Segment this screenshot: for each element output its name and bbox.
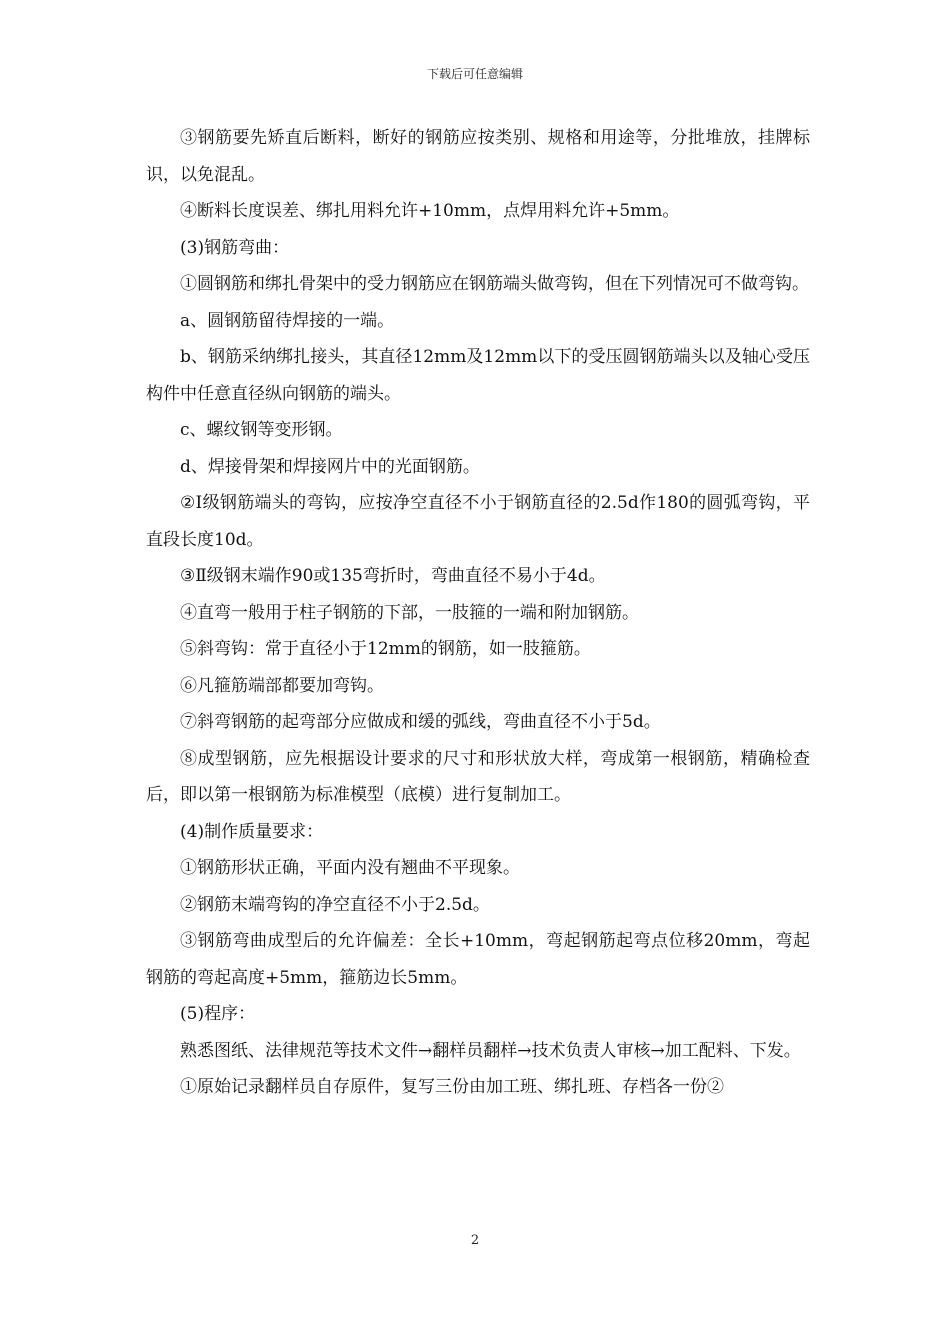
paragraph: ③钢筋要先矫直后断料，断好的钢筋应按类别、规格和用途等，分批堆放，挂牌标识，以免混乱。 [146,128,810,185]
paragraph: b、钢筋采纳绑扎接头，其直径12mm及12mm以下的受压圆钢筋端头以及轴心受压构件中任意直径纵向钢筋的端头。 [146,347,810,404]
paragraph: ①圆钢筋和绑扎骨架中的受力钢筋应在钢筋端头做弯钩，但在下列情况可不做弯钩。 [180,274,809,294]
paragraph: ③Ⅱ级钢末端作90或135弯折时，弯曲直径不易小于4d。 [180,566,606,586]
paragraph: a、圆钢筋留待焊接的一端。 [180,310,395,331]
paragraph: ③钢筋弯曲成型后的允许偏差：全长+10mm，弯起钢筋起弯点位移20mm，弯起钢筋的弯起高度+5mm，箍筋边长5mm。 [146,931,810,988]
paragraph: ①原始记录翻样员自存原件，复写三份由加工班、绑扎班、存档各一份② [180,1077,724,1097]
document-body [146,120,810,1106]
section-heading: (3)钢筋弯曲： [180,237,290,258]
section-heading: (4)制作质量要求： [180,821,324,842]
paragraph: ⑧成型钢筋，应先根据设计要求的尺寸和形状放大样，弯成第一根钢筋，精确检查后，即以第一根钢筋为标准模型（底模）进行复制加工。 [146,748,810,805]
paragraph: c、螺纹钢等变形钢。 [180,420,343,440]
paragraph: ⑤斜弯钩：常于直径小于12mm的钢筋，如一肢箍筋。 [180,639,591,659]
section-heading: (5)程序： [180,1004,256,1024]
paragraph: 熟悉图纸、法律规范等技术文件→翻样员翻样→技术负责人审核→加工配料、下发。 [180,1040,801,1061]
paragraph: ④断料长度误差、绑扎用料允许+10mm，点焊用料允许+5mm。 [180,201,680,221]
paragraph: ②钢筋末端弯钩的净空直径不小于2.5d。 [180,894,490,915]
page-number: 2 [470,1233,480,1248]
paragraph: d、焊接骨架和焊接网片中的光面钢筋。 [180,456,480,477]
paragraph: ①钢筋形状正确，平面内没有翘曲不平现象。 [180,858,520,878]
paragraph: ⑦斜弯钢筋的起弯部分应做成和缓的弧线，弯曲直径不小于5d。 [180,712,661,732]
page-header: 下载后可任意编辑 [426,67,523,81]
paragraph: ⑥凡箍筋端部都要加弯钩。 [180,675,384,696]
paragraph: ②Ⅰ级钢筋端头的弯钩，应按净空直径不小于钢筋直径的2.5d作180的圆弧弯钩，平直段长度10d。 [146,493,810,550]
paragraph: ④直弯一般用于柱子钢筋的下部，一肢箍的一端和附加钢筋。 [180,602,639,623]
